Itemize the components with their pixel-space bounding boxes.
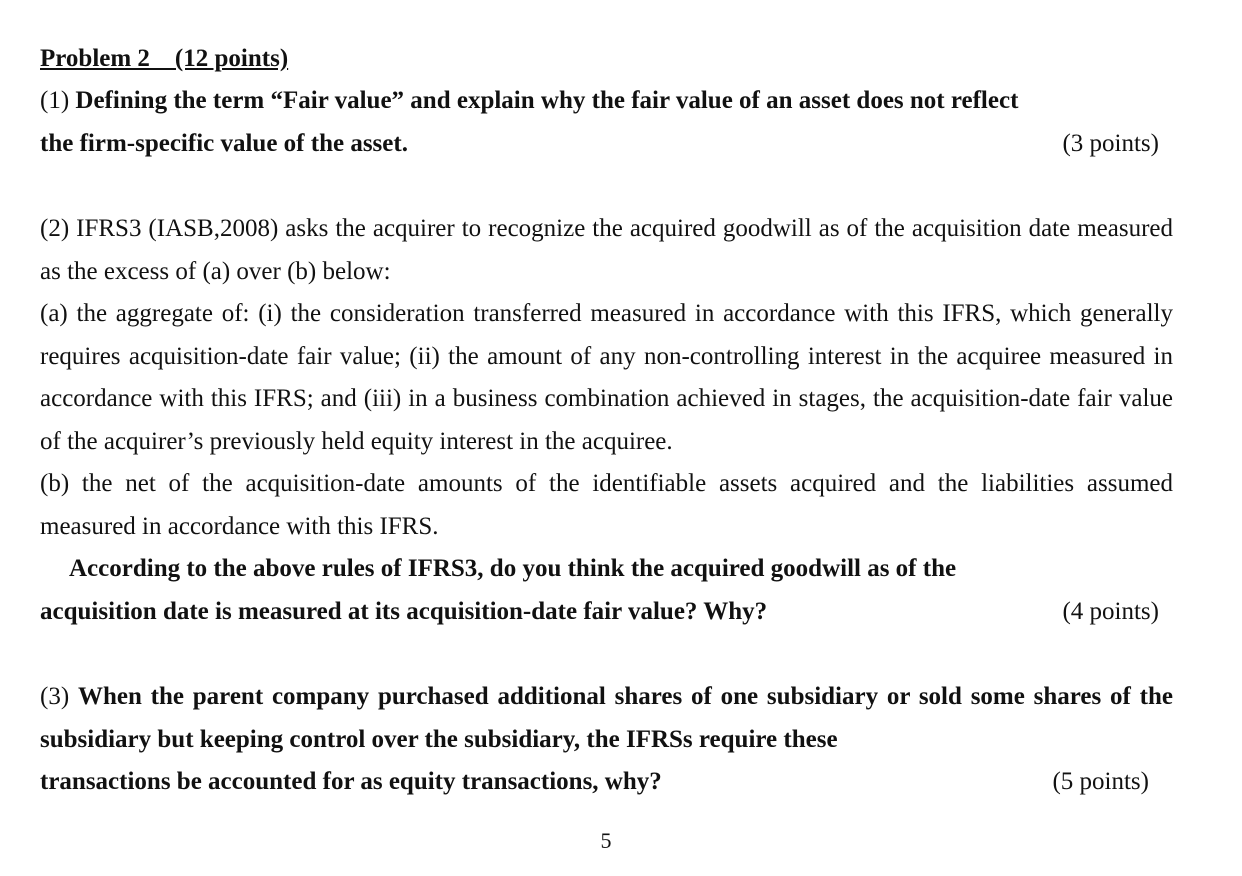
- question-1-text-line-1: Defining the term “Fair value” and explain why the fair value of an asset does not reflect: [75, 87, 1019, 114]
- document-page: [40, 38, 1173, 804]
- question-3-number: (3): [40, 683, 70, 710]
- question-1: [40, 80, 1173, 165]
- question-1-line-1: [40, 80, 1173, 123]
- question-3-last-line: [40, 761, 1173, 804]
- spacer: [40, 165, 1173, 208]
- page-number: 5: [600, 828, 612, 853]
- question-2-item-b: (b) the net of the acquisition-date amounts of the identifiable assets acquired and the liabilities assumed measured in accordance with this IFRS.: [40, 470, 1173, 540]
- question-1-text-line-2: the firm-specific value of the asset.: [40, 129, 408, 157]
- question-2-question-text-2: acquisition date is measured at its acquisition-date fair value? Why?: [40, 597, 768, 625]
- question-3-body: [40, 676, 1173, 761]
- question-3-text: When the parent company purchased additional shares of one subsidiary or sold some shares of the subsidiary but keeping control over the subsidiary, the IFRSs require these: [40, 683, 1173, 753]
- question-2-question-text-1: According to the above rules of IFRS3, do you think the acquired goodwill as of the: [69, 555, 957, 582]
- question-2-question-line-1: [40, 548, 1173, 591]
- question-3-last-text: transactions be accounted for as equity transactions, why?: [40, 768, 662, 795]
- spacer: [40, 633, 1173, 676]
- question-2-question-line-2: [40, 591, 1173, 634]
- question-2-points: (4 points): [1062, 597, 1159, 625]
- question-2-intro: (2) IFRS3 (IASB,2008) asks the acquirer to recognize the acquired goodwill as of the acquisition date measured as the excess of (a) over (b) below:: [40, 215, 1173, 285]
- question-1-number: (1): [40, 87, 70, 114]
- question-2: [40, 208, 1173, 633]
- question-1-points: (3 points): [1062, 129, 1159, 157]
- question-3-points: (5 points): [1052, 768, 1149, 795]
- question-2-item-a: (a) the aggregate of: (i) the consideration transferred measured in accordance with this IFRS, which generally requires acquisition-date fair value; (ii) the amount of any non-controlling interest in the acquiree measured in accordance with this IFRS; and (iii) in a business combination achieved in stages, the acquisition-date fair value of the acquirer’s previously held equity interest in the acquiree.: [40, 300, 1173, 455]
- question-1-line-2: [40, 123, 1173, 166]
- problem-title: Problem 2 (12 points): [40, 45, 289, 72]
- question-3: [40, 676, 1173, 804]
